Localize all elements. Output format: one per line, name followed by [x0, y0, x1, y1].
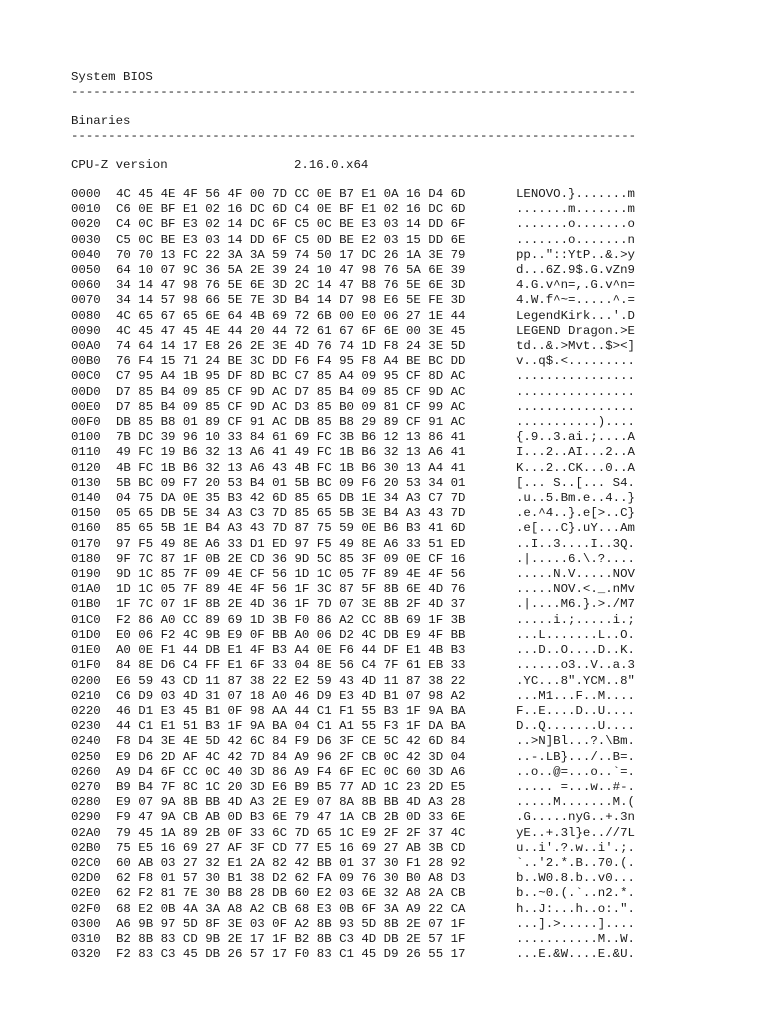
hex-dump-row — [71, 445, 711, 460]
hex-dump-row — [71, 947, 711, 962]
hex-dump-row — [71, 902, 711, 917]
hex-bytes: DB 85 B8 01 89 CF 91 AC DB 85 B8 29 89 CF 91 AC — [116, 415, 466, 430]
ascii-text: .|....M6.}.>./M7 — [516, 597, 635, 612]
hex-offset: 00B0 — [71, 354, 101, 369]
hex-dump-row — [71, 917, 711, 932]
section-title-binaries: Binaries — [71, 114, 131, 128]
ascii-text: u..i'.?.w..i'.;. — [516, 840, 635, 855]
hex-dump-row — [71, 734, 711, 749]
hex-dump-row — [71, 780, 711, 795]
hex-bytes: 49 FC 19 B6 32 13 A6 41 49 FC 1B B6 32 13 A6 41 — [116, 445, 466, 460]
hex-bytes: A6 9B 97 5D 8F 3E 03 0F A2 8B 93 5D 8B 2E 07 1F — [116, 916, 466, 931]
hex-dump-row — [71, 187, 711, 202]
hex-bytes: B9 B4 7F 8C 1C 20 3D E6 B9 B5 77 AD 1C 23 2D E5 — [116, 779, 466, 794]
hex-bytes: 85 65 5B 1E B4 A3 43 7D 87 75 59 0E B6 B3 41 6D — [116, 521, 466, 536]
hex-dump-row — [71, 750, 711, 765]
hex-offset: 02B0 — [71, 840, 101, 855]
hex-offset: 0130 — [71, 475, 101, 490]
hex-bytes: 5B BC 09 F7 20 53 B4 01 5B BC 09 F6 20 53 34 01 — [116, 475, 466, 490]
hex-dump-row — [71, 385, 711, 400]
hex-offset: 02A0 — [71, 825, 101, 840]
hex-offset: 01E0 — [71, 643, 101, 658]
hex-dump-row — [71, 810, 711, 825]
ascii-text: [... S..[... S4. — [516, 475, 635, 490]
hex-offset: 0070 — [71, 293, 101, 308]
hex-dump-row — [71, 278, 711, 293]
ascii-text: .|.....6.\.?.... — [516, 551, 635, 566]
ascii-text: LegendKirk...'.D — [516, 308, 635, 323]
hex-bytes: D7 85 B4 09 85 CF 9D AC D7 85 B4 09 85 CF 9D AC — [116, 384, 466, 399]
ascii-text: b..~0.(.`..n2.*. — [516, 886, 635, 901]
ascii-text: ...].>.....].... — [516, 916, 635, 931]
ascii-text: I...2..AI...2..A — [516, 445, 635, 460]
hex-dump-row — [71, 461, 711, 476]
hex-dump-row — [71, 613, 711, 628]
ascii-text: K...2..CK...0..A — [516, 460, 635, 475]
hex-dump-row — [71, 704, 711, 719]
hex-bytes: C7 95 A4 1B 95 DF 8D BC C7 85 A4 09 95 CF 8D AC — [116, 369, 466, 384]
hex-offset: 0080 — [71, 308, 101, 323]
hex-offset: 0150 — [71, 506, 101, 521]
hex-bytes: 97 F5 49 8E A6 33 D1 ED 97 F5 49 8E A6 33 51 ED — [116, 536, 466, 551]
hex-bytes: A9 D4 6F CC 0C 40 3D 86 A9 F4 6F EC 0C 60 3D A6 — [116, 764, 466, 779]
ascii-text: td..&.>Mvt..$><] — [516, 339, 635, 354]
hex-offset: 0160 — [71, 521, 101, 536]
ascii-text: pp.."::YtP..&.>y — [516, 247, 635, 262]
ascii-text: h..J:...h..o:.". — [516, 901, 635, 916]
hex-bytes: 4C 65 67 65 6E 64 4B 69 72 6B 00 E0 06 27 1E 44 — [116, 308, 466, 323]
ascii-text: .e.^4..}.e[>..C} — [516, 506, 635, 521]
hex-offset: 00F0 — [71, 415, 101, 430]
hex-offset: 0100 — [71, 430, 101, 445]
ascii-text: LEGEND Dragon.>E — [516, 323, 635, 338]
hex-offset: 01C0 — [71, 612, 101, 627]
hex-bytes: 7B DC 39 96 10 33 84 61 69 FC 3B B6 12 13 86 41 — [116, 430, 466, 445]
hex-offset: 0060 — [71, 278, 101, 293]
hex-bytes: 9F 7C 87 1F 0B 2E CD 36 9D 5C 85 3F 09 0E CF 16 — [116, 551, 466, 566]
ascii-text: D..Q.......U.... — [516, 719, 635, 734]
report-page — [71, 70, 711, 962]
hex-offset: 02E0 — [71, 886, 101, 901]
hex-dump-row — [71, 491, 711, 506]
hex-bytes: 9D 1C 85 7F 09 4E CF 56 1D 1C 05 7F 89 4E 4F 56 — [116, 567, 466, 582]
version-label: CPU-Z version — [71, 158, 168, 172]
hex-bytes: C6 D9 03 4D 31 07 18 A0 46 D9 E3 4D B1 07 98 A2 — [116, 688, 466, 703]
hex-bytes: 44 C1 E1 51 B3 1F 9A BA 04 C1 A1 55 F3 1F DA BA — [116, 719, 466, 734]
hex-dump-row — [71, 233, 711, 248]
ascii-text: `..'2.*.B..70.(. — [516, 855, 635, 870]
hex-dump-row — [71, 354, 711, 369]
hex-bytes: F8 D4 3E 4E 5D 42 6C 84 F9 D6 3F CE 5C 42 6D 84 — [116, 734, 466, 749]
hex-bytes: E9 D6 2D AF 4C 42 7D 84 A9 96 2F CB 0C 42 3D 04 — [116, 749, 466, 764]
hex-offset: 00A0 — [71, 339, 101, 354]
hex-dump-row — [71, 309, 711, 324]
hex-dump-row — [71, 369, 711, 384]
hex-dump-row — [71, 217, 711, 232]
ascii-text: F..E....D..U.... — [516, 703, 635, 718]
ascii-text: ...L.......L..O. — [516, 627, 635, 642]
hex-bytes: C5 0C BE E3 03 14 DD 6F C5 0D BE E2 03 15 DD 6E — [116, 232, 466, 247]
hex-bytes: 4C 45 4E 4F 56 4F 00 7D CC 0E B7 E1 0A 16 D4 6D — [116, 187, 466, 201]
ascii-text: .......o.......n — [516, 232, 635, 247]
hex-bytes: A0 0E F1 44 DB E1 4F B3 A4 0E F6 44 DF E1 4B B3 — [116, 643, 466, 658]
hex-dump-row — [71, 400, 711, 415]
hex-offset: 00D0 — [71, 384, 101, 399]
ascii-text: v..q$.<......... — [516, 354, 635, 369]
hex-offset: 02D0 — [71, 871, 101, 886]
ascii-text: ...E.&W....E.&U. — [516, 947, 635, 962]
hex-dump-row — [71, 415, 711, 430]
ascii-text: ..-.LB}.../..B=. — [516, 749, 635, 764]
hex-bytes: 70 70 13 FC 22 3A 3A 59 74 50 17 DC 26 1A 3E 79 — [116, 247, 466, 262]
hex-dump-row — [71, 324, 711, 339]
ascii-text: ......o3..V..a.3 — [516, 658, 635, 673]
ascii-text: .e[...C}.uY...Am — [516, 521, 635, 536]
version-value: 2.16.0.x64 — [294, 158, 369, 172]
hex-bytes: 84 8E D6 C4 FF E1 6F 33 04 8E 56 C4 7F 61 EB 33 — [116, 658, 466, 673]
hex-bytes: C4 0C BF E3 02 14 DC 6F C5 0C BE E3 03 14 DD 6F — [116, 217, 466, 232]
hex-dump-row — [71, 597, 711, 612]
ascii-text: .......o.......o — [516, 217, 635, 232]
hex-bytes: E9 07 9A 8B BB 4D A3 2E E9 07 8A 8B BB 4D A3 28 — [116, 795, 466, 810]
hex-dump-row — [71, 537, 711, 552]
hex-bytes: 60 AB 03 27 32 E1 2A 82 42 BB 01 37 30 F1 28 92 — [116, 855, 466, 870]
hex-dump-row — [71, 248, 711, 263]
hex-offset: 0280 — [71, 795, 101, 810]
hex-dump-row — [71, 856, 711, 871]
hex-offset: 0090 — [71, 323, 101, 338]
hex-offset: 0000 — [71, 187, 101, 201]
hex-offset: 0230 — [71, 719, 101, 734]
hex-offset: 0030 — [71, 232, 101, 247]
hex-bytes: 62 F2 81 7E 30 B8 28 DB 60 E2 03 6E 32 A8 2A CB — [116, 886, 466, 901]
ascii-text: ...D..O....D..K. — [516, 643, 635, 658]
hex-dump-row — [71, 658, 711, 673]
hex-dump — [71, 187, 711, 962]
hex-offset: 02F0 — [71, 901, 101, 916]
hex-offset: 0050 — [71, 263, 101, 278]
ascii-text: .......m.......m — [516, 202, 635, 217]
ascii-text: .....NOV.<._.nMv — [516, 582, 635, 597]
hex-offset: 0220 — [71, 703, 101, 718]
hex-bytes: D7 85 B4 09 85 CF 9D AC D3 85 B0 09 81 CF 99 AC — [116, 399, 466, 414]
hex-offset: 00C0 — [71, 369, 101, 384]
ascii-text: .....M.......M.( — [516, 795, 635, 810]
hex-offset: 0270 — [71, 779, 101, 794]
hex-dump-row — [71, 293, 711, 308]
hex-bytes: 75 E5 16 69 27 AF 3F CD 77 E5 16 69 27 AB 3B CD — [116, 840, 466, 855]
hex-offset: 0300 — [71, 916, 101, 931]
hex-offset: 01B0 — [71, 597, 101, 612]
hex-bytes: 76 F4 15 71 24 BE 3C DD F6 F4 95 F8 A4 BE BC DD — [116, 354, 466, 369]
ascii-text: b..W0.8.b..v0... — [516, 871, 635, 886]
ascii-text: LENOVO.}.......m — [516, 187, 635, 201]
ascii-text: ................ — [516, 369, 635, 384]
ascii-text: .u..5.Bm.e..4..} — [516, 491, 635, 506]
hex-dump-row — [71, 521, 711, 536]
hex-bytes: F9 47 9A CB AB 0D B3 6E 79 47 1A CB 2B 0D 33 6E — [116, 810, 466, 825]
hex-bytes: E0 06 F2 4C 9B E9 0F BB A0 06 D2 4C DB E9 4F BB — [116, 627, 466, 642]
hex-dump-row — [71, 841, 711, 856]
hex-offset: 0120 — [71, 460, 101, 475]
hex-dump-row — [71, 689, 711, 704]
hex-dump-row — [71, 765, 711, 780]
hex-dump-row — [71, 871, 711, 886]
hex-bytes: F2 86 A0 CC 89 69 1D 3B F0 86 A2 CC 8B 69 1F 3B — [116, 612, 466, 627]
hex-bytes: F2 83 C3 45 DB 26 57 17 F0 83 C1 45 D9 26 55 17 — [116, 947, 466, 962]
hex-dump-row — [71, 202, 711, 217]
hex-offset: 0180 — [71, 551, 101, 566]
ascii-text: .G.....nyG..+.3n — [516, 810, 635, 825]
ascii-text: d...6Z.9$.G.vZn9 — [516, 263, 635, 278]
hex-dump-row — [71, 826, 711, 841]
hex-offset: 0200 — [71, 673, 101, 688]
hex-bytes: 62 F8 01 57 30 B1 38 D2 62 FA 09 76 30 B0 A8 D3 — [116, 871, 466, 886]
ascii-text: 4.W.f^~=.....^.= — [516, 293, 635, 308]
section-divider: ---------------------------------------------------------------------------- — [71, 129, 637, 143]
version-row — [71, 158, 711, 173]
hex-offset: 0260 — [71, 764, 101, 779]
ascii-text: .....N.V.....NOV — [516, 567, 635, 582]
hex-offset: 0210 — [71, 688, 101, 703]
hex-dump-row — [71, 567, 711, 582]
ascii-text: ................ — [516, 384, 635, 399]
hex-bytes: 34 14 57 98 66 5E 7E 3D B4 14 D7 98 E6 5E FE 3D — [116, 293, 466, 308]
hex-bytes: B2 8B 83 CD 9B 2E 17 1F B2 8B C3 4D DB 2E 57 1F — [116, 931, 466, 946]
hex-dump-row — [71, 719, 711, 734]
hex-bytes: 05 65 DB 5E 34 A3 C3 7D 85 65 5B 3E B4 A3 43 7D — [116, 506, 466, 521]
hex-dump-row — [71, 582, 711, 597]
hex-offset: 00E0 — [71, 399, 101, 414]
hex-offset: 0140 — [71, 491, 101, 506]
section-title-system-bios: System BIOS — [71, 70, 153, 84]
ascii-text: ..... =...w..#-. — [516, 779, 635, 794]
hex-dump-row — [71, 795, 711, 810]
ascii-text: .YC...8".YCM..8" — [516, 673, 635, 688]
hex-dump-row — [71, 476, 711, 491]
ascii-text: yE..+.3l}e..//7L — [516, 825, 635, 840]
hex-dump-row — [71, 339, 711, 354]
ascii-text: ...........).... — [516, 415, 635, 430]
hex-bytes: 1D 1C 05 7F 89 4E 4F 56 1F 3C 87 5F 8B 6E 4D 76 — [116, 582, 466, 597]
hex-offset: 0040 — [71, 247, 101, 262]
hex-offset: 0240 — [71, 734, 101, 749]
hex-bytes: E6 59 43 CD 11 87 38 22 E2 59 43 4D 11 87 38 22 — [116, 673, 466, 688]
hex-bytes: 74 64 14 17 E8 26 2E 3E 4D 76 74 1D F8 24 3E 5D — [116, 339, 466, 354]
ascii-text: ...M1...F..M.... — [516, 688, 635, 703]
hex-dump-row — [71, 506, 711, 521]
hex-bytes: C6 0E BF E1 02 16 DC 6D C4 0E BF E1 02 16 DC 6D — [116, 202, 466, 217]
hex-bytes: 4B FC 1B B6 32 13 A6 43 4B FC 1B B6 30 13 A4 41 — [116, 460, 466, 475]
hex-offset: 0310 — [71, 931, 101, 946]
section-divider: ---------------------------------------------------------------------------- — [71, 85, 637, 99]
hex-bytes: 34 14 47 98 76 5E 6E 3D 2C 14 47 B8 76 5E 6E 3D — [116, 278, 466, 293]
hex-dump-row — [71, 263, 711, 278]
hex-offset: 0250 — [71, 749, 101, 764]
hex-bytes: 64 10 07 9C 36 5A 2E 39 24 10 47 98 76 5A 6E 39 — [116, 263, 466, 278]
ascii-text: ..o..@=...o..`=. — [516, 764, 635, 779]
ascii-text: ..>N]Bl...?.\Bm. — [516, 734, 635, 749]
hex-bytes: 1F 7C 07 1F 8B 2E 4D 36 1F 7D 07 3E 8B 2F 4D 37 — [116, 597, 466, 612]
hex-offset: 01D0 — [71, 627, 101, 642]
hex-offset: 0320 — [71, 947, 101, 962]
hex-offset: 01F0 — [71, 658, 101, 673]
hex-bytes: 4C 45 47 45 4E 44 20 44 72 61 67 6F 6E 00 3E 45 — [116, 323, 466, 338]
ascii-text: {.9..3.ai.;....A — [516, 430, 635, 445]
hex-bytes: 68 E2 0B 4A 3A A8 A2 CB 68 E3 0B 6F 3A A9 22 CA — [116, 901, 466, 916]
ascii-text: ................ — [516, 399, 635, 414]
hex-offset: 01A0 — [71, 582, 101, 597]
hex-dump-row — [71, 643, 711, 658]
hex-offset: 0010 — [71, 202, 101, 217]
hex-bytes: 46 D1 E3 45 B1 0F 98 AA 44 C1 F1 55 B3 1F 9A BA — [116, 703, 466, 718]
ascii-text: .....i.;.....i.; — [516, 612, 635, 627]
ascii-text: ...........M..W. — [516, 931, 635, 946]
hex-bytes: 04 75 DA 0E 35 B3 42 6D 85 65 DB 1E 34 A3 C7 7D — [116, 491, 466, 506]
hex-offset: 0170 — [71, 536, 101, 551]
hex-offset: 02C0 — [71, 855, 101, 870]
hex-dump-row — [71, 552, 711, 567]
hex-dump-row — [71, 674, 711, 689]
ascii-text: 4.G.v^n=,.G.v^n= — [516, 278, 635, 293]
hex-offset: 0190 — [71, 567, 101, 582]
hex-offset: 0110 — [71, 445, 101, 460]
hex-offset: 0020 — [71, 217, 101, 232]
hex-bytes: 79 45 1A 89 2B 0F 33 6C 7D 65 1C E9 2F 2F 37 4C — [116, 825, 466, 840]
hex-offset: 0290 — [71, 810, 101, 825]
hex-dump-row — [71, 886, 711, 901]
hex-dump-row — [71, 430, 711, 445]
hex-dump-row — [71, 932, 711, 947]
ascii-text: ..I..3....I..3Q. — [516, 536, 635, 551]
hex-dump-row — [71, 628, 711, 643]
